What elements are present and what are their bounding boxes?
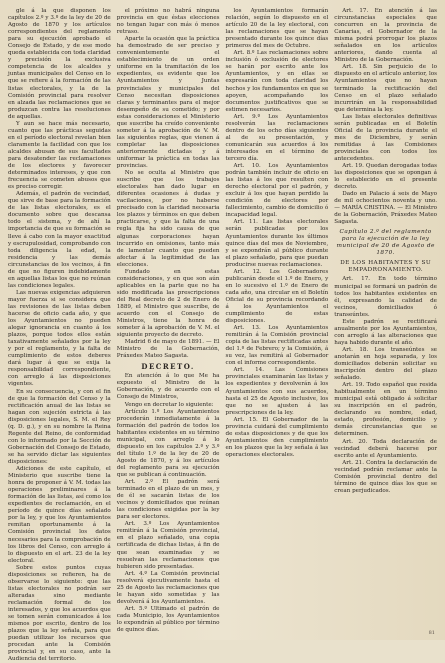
paragraph: Sobre estos puntos cuyas disposiciones se refieren, ha de observarse lo siguiente: que las listas electorales no podrán ser alteradas sino mediante reclamación formal de los interesados, y que los acuerdos que se tomen serán comunicados á los mismos por escrito, dentro de los plazos que la ley señala, para que puedan utilizar los recursos que procedan ante la Comisión provincial y, en su caso, ante la Audiencia del territorio. [8,564,111,663]
paragraph: Art. 12. Los Gobernadores publicarán desde el 1.º de Enero, y en lo sucesivo el 1.º de Enero de cada año, una circular en el Boletín Oficial de su provincia recordando á los Ayuntamientos el cumplimiento de estas disposiciones. [225,268,329,325]
regulation-article: Art. 17. En todo término municipal se formará un padrón de todos los habitantes existentes en él, expresando la calidad de vecinos, domiciliados ó transeúntes. [334,276,437,318]
paragraph: gle á la que disponen los capítulos 2.º y 3.º de la ley de 20 de Agosto de 1870 y los artículos correspondientes del reglamento para su ejecución aprobado el Consejo de Estado, y de ese modo queda establecida con toda claridad y precisión la exclusiva competencia de los alcaldes y juntas municipales del Censo en lo que se refiere á la formación de las listas electorales, y la de la Comisión provincial para resolver en alzada las reclamaciones que se produzcan contra las resoluciones de aquellas. [8,8,111,120]
decree-article: Vengo en decretar lo siguiente: [124,401,214,408]
page-number: 81 [428,630,435,636]
paragraph: Art. 10. Los Ayuntamientos podrán también incluir de oficio en las listas á los que resulten con derecho electoral por el padrón, y excluir á los que hayan perdido la condición de electores por fallecimiento, cambio de domicilio ó incapacidad legal. [225,163,329,219]
paragraph: Art. 17. En atención á las circunstancias especiales que concurren en la provincia de Canarias, el Gobernador de la misma podrá prorrogar los plazos señalados en los artículos anteriores, dando cuenta al Ministro de la Gobernación. [334,8,437,64]
decree-article: Art. 3.º Los Ayuntamientos remitirán á la Comisión provincial, en el plazo señalado, una copia certificada de dichas listas, á fin de que sean examinadas y se resuelvan las reclamaciones que hubieren sido presentadas. [116,521,220,570]
paragraph: No se oculta al Ministro que suscribe que los trabajos electorales han dado lugar en diferentes ocasiones á dudas y vacilaciones, por no haberse precisado con la claridad necesaria los plazos y términos en que deben practicarse, y que la falta de una regla fija ha sido causa de que algunas corporaciones hayan incurrido en omisiones, tanto más de lamentar cuanto que pueden afectar á la legitimidad de las elecciones. [116,170,220,268]
paragraph: Aparte la ocasión que la práctica ha demostrado de ser preciso y convenientemente el establecimiento de un orden uniforme en la tramitación de los expedientes, es evidente que los Ayuntamientos y Juntas provinciales y municipales del Censo necesitan disposiciones claras y terminantes para el mejor desempeño de su cometido; y por estas consideraciones el Ministerio que suscribe ha creído conveniente someter á la aprobación de V. M. las siguientes reglas, que vienen á completar las disposiciones anteriormente dictadas y á uniformar la práctica en todas las provincias. [116,36,220,170]
paragraph: el próximo no habrá ninguna provincia en que éstas elecciones no tengan lugar con más ó menos retraso. [116,8,220,36]
paragraph: Art. 13. Los Ayuntamientos remitirán á la Comisión provincial copia de las listas rectificadas antes del 1.º de Febrero; y la Comisión, á su vez, las remitirá al Gobernador con el informe correspondiente. [225,325,329,367]
paragraph: Art. 18. Sin perjuicio de lo dispuesto en el artículo anterior, los Ayuntamientos que no hayan terminado la rectificación del Censo en el plazo señalado incurrirán en la responsabilidad que determina la ley. [334,64,437,113]
paragraph: Además, el padrón de vecindad, que sirve de base para la formación de las listas electorales, es el documento sobre que descansa todo el sistema, y de ahí la importancia de que su formación se lleve á cabo con la mayor exactitud y escrupulosidad, comprobando con toda diligencia la edad, la residencia y las demás circunstancias de los vecinos, á fin de que no figuren indebidamente en aquellas listas los que no reúnan las condiciones legales. [8,191,111,289]
column-1 [8,8,111,663]
regulation-article: Este padrón se rectificará anualmente por los Ayuntamientos, con arreglo á las alteraciones que haya habido durante el año. [334,318,437,346]
decree-article: Art. 2.º El padrón será terminado en el plazo de un mes, y de él se sacarán listas de los vecinos y domiciliados que reúnan las condiciones exigidas por la ley para ser electores. [116,479,220,521]
paragraph: Adiciones de este capítulo, el Ministerio que suscribe tiene la honra de proponer á V. M. todas las operaciones preliminares á la formación de las listas, así como los expedientes de reclamación, en el período de quince días señalado por la ley, y que los Ayuntamientos remitan oportunamente á la Comisión provincial los datos necesarios para la comprobación de los libros del Censo, con arreglo á lo dispuesto en el art. 23 de la ley electoral. [8,466,111,564]
column-4 [334,8,437,630]
paragraph: Art. 15. El Gobernador de la provincia cuidará del cumplimiento de estas disposiciones y de que los Ayuntamientos den cumplimiento en los plazos que la ley señala á las operaciones electorales. [225,416,329,458]
chapter-heading: Capítulo 2.º del reglamento para la ejecución de la ley municipal de 20 de Agosto de 1870. [336,229,435,257]
decree-heading: DECRETO. [141,362,195,372]
section-heading: DE LOS HABITANTES Y SU EMPADRONAMIENTO. [340,260,432,274]
paragraph: los Ayuntamientos formarán relación, según lo dispuesto en el artículo 20 de la ley electoral, con las reclamaciones que se hayan presentado durante los quince días primeros del mes de Octubre. [225,8,329,50]
paragraph: Las listas electorales definitivas serán publicadas en el Boletín Oficial de la provincia durante el mes de Diciembre, y serán remitidas á las Comisiones provinciales con todos los antecedentes. [334,113,437,162]
paragraph: Art. 19. Quedan derogadas todas las disposiciones que se opongan á lo establecido en el presente decreto. [334,163,437,191]
paragraph: Las nuevas exigencias adquieren mayor fuerza si se considera que las revisiones de las listas deben hacerse de oficio cada año, y que los Ayuntamientos no pueden alegar ignorancia en cuanto á los plazos, porque todos ellos están taxativamente señalados por la ley y por el reglamento, y la falta de cumplimiento de estos deberes dará lugar á que se exija la responsabilidad correspondiente, con arreglo á las disposiciones vigentes. [8,289,111,388]
paragraph: Art. 14. Las Comisiones provinciales examinarán las listas y los expedientes y devolverán á los Ayuntamientos con sus acuerdos, hasta el 25 de Agosto inclusive, los que no se ajusten á las prescripciones de la ley. [225,367,329,416]
paragraph: Art. 8.º Las reclamaciones sobre inclusión ó exclusión de electores se harán por escrito ante los Ayuntamientos, y en ellas se expresarán con toda claridad los hechos y los fundamentos en que se apoyen, acompañando los documentos justificativos que se estimen necesarios. [225,50,329,113]
decree-article: Art. 5.º Ultimado el padrón de cada Municipio, los Ayuntamientos lo expondrán al público por término de quince días. [116,605,220,634]
regulation-article: Art. 20. Toda declaración de vecindad deberá hacerse por escrito ante el Ayuntamiento. [334,438,437,459]
paragraph: Dado en Palacio á seis de Mayo de mil ochocientos noventa y uno. — MARÍA CRISTINA. — El Ministro de la Gobernación, Práxedes Mateo Sagasta. [334,191,437,226]
paragraph: Fundado en estas consideraciones, y en que son aún aplicables en la parte que no ha sido modificada las prescripciones del Real decreto de 2 de Enero de 1889, el Ministro que suscribe, de acuerdo con el Consejo de Ministros, tiene la honra de someter á la aprobación de V. M. el siguiente proyecto de decreto. [116,268,220,339]
paragraph: Art. 11. Las listas electorales serán publicadas por los Ayuntamientos durante los últimos quince días del mes de Noviembre, y se expondrán al público durante el plazo señalado, para que puedan producirse nuevas reclamaciones. [225,219,329,268]
paragraph: En su consecuencia, y con el fin de que la formación del Censo y la rectificación anual de las listas se hagan con sujeción estricta á las disposiciones legales, S. M. el Rey (q. D. g.), y en su nombre la Reina Regente del Reino, de conformidad con lo informado por la Sección de Gobernación del Consejo de Estado, se ha servido dictar las siguientes disposiciones: [8,388,111,465]
regulation-article: Art. 18. Los transeúntes se anotarán en hoja separada, y los domiciliados deberán solicitar su inscripción dentro del plazo señalado. [334,346,437,382]
paragraph: Y aun se hace más necesario, cuanto que las prácticas seguidas en el período electoral revelan bien claramente la facilidad con que los alcaldes abusan de sus facultades para desatender las reclamaciones de los electores y favorecer determinados intereses, y que con frecuencia se cometen abusos que es preciso corregir. [8,120,111,191]
decree-article: Artículo 1.º Los Ayuntamientos procederán inmediatamente á la formación del padrón de todos los habitantes existentes en su término municipal, con arreglo á lo dispuesto en los capítulos 2.º y 3.º del título 1.º de la ley de 20 de Agosto de 1870, y á los artículos del reglamento para su ejecución que se publican á continuación. [116,408,220,478]
regulation-article: Art. 19. Todo español que resida habitualmente en un término municipal está obligado á solicitar su inscripción en el padrón, declarando su nombre, edad, estado, profesión, domicilio y demás circunstancias que se determinen. [334,382,437,438]
regulation-article: Art. 21. Contra la declaración de vecindad podrán reclamar ante la Comisión provincial dentro del término de quince días los que se crean perjudicados. [334,459,437,494]
paragraph: Art. 9.º Los Ayuntamientos resolverán las reclamaciones dentro de los ocho días siguientes al de su presentación, y comunicarán sus acuerdos á los interesados en el término de tercero día. [225,113,329,162]
column-3 [226,8,329,630]
paragraph: Madrid 6 de mayo de 1891. — El Ministro de la Gobernación, Práxedes Mateo Sagasta. [116,339,220,360]
decree-article: Art. 4.º La Comisión provincial resolverá ejecutivamente hasta el 25 de Agosto las reclamaciones que le hayan sido sometidas y las devolverá á los Ayuntamientos. [116,570,220,605]
decree-article: En atención á lo que Me ha expuesto el Ministro de la Gobernación, y de acuerdo con el Consejo de Ministros, [116,373,220,401]
column-2 [116,8,220,634]
